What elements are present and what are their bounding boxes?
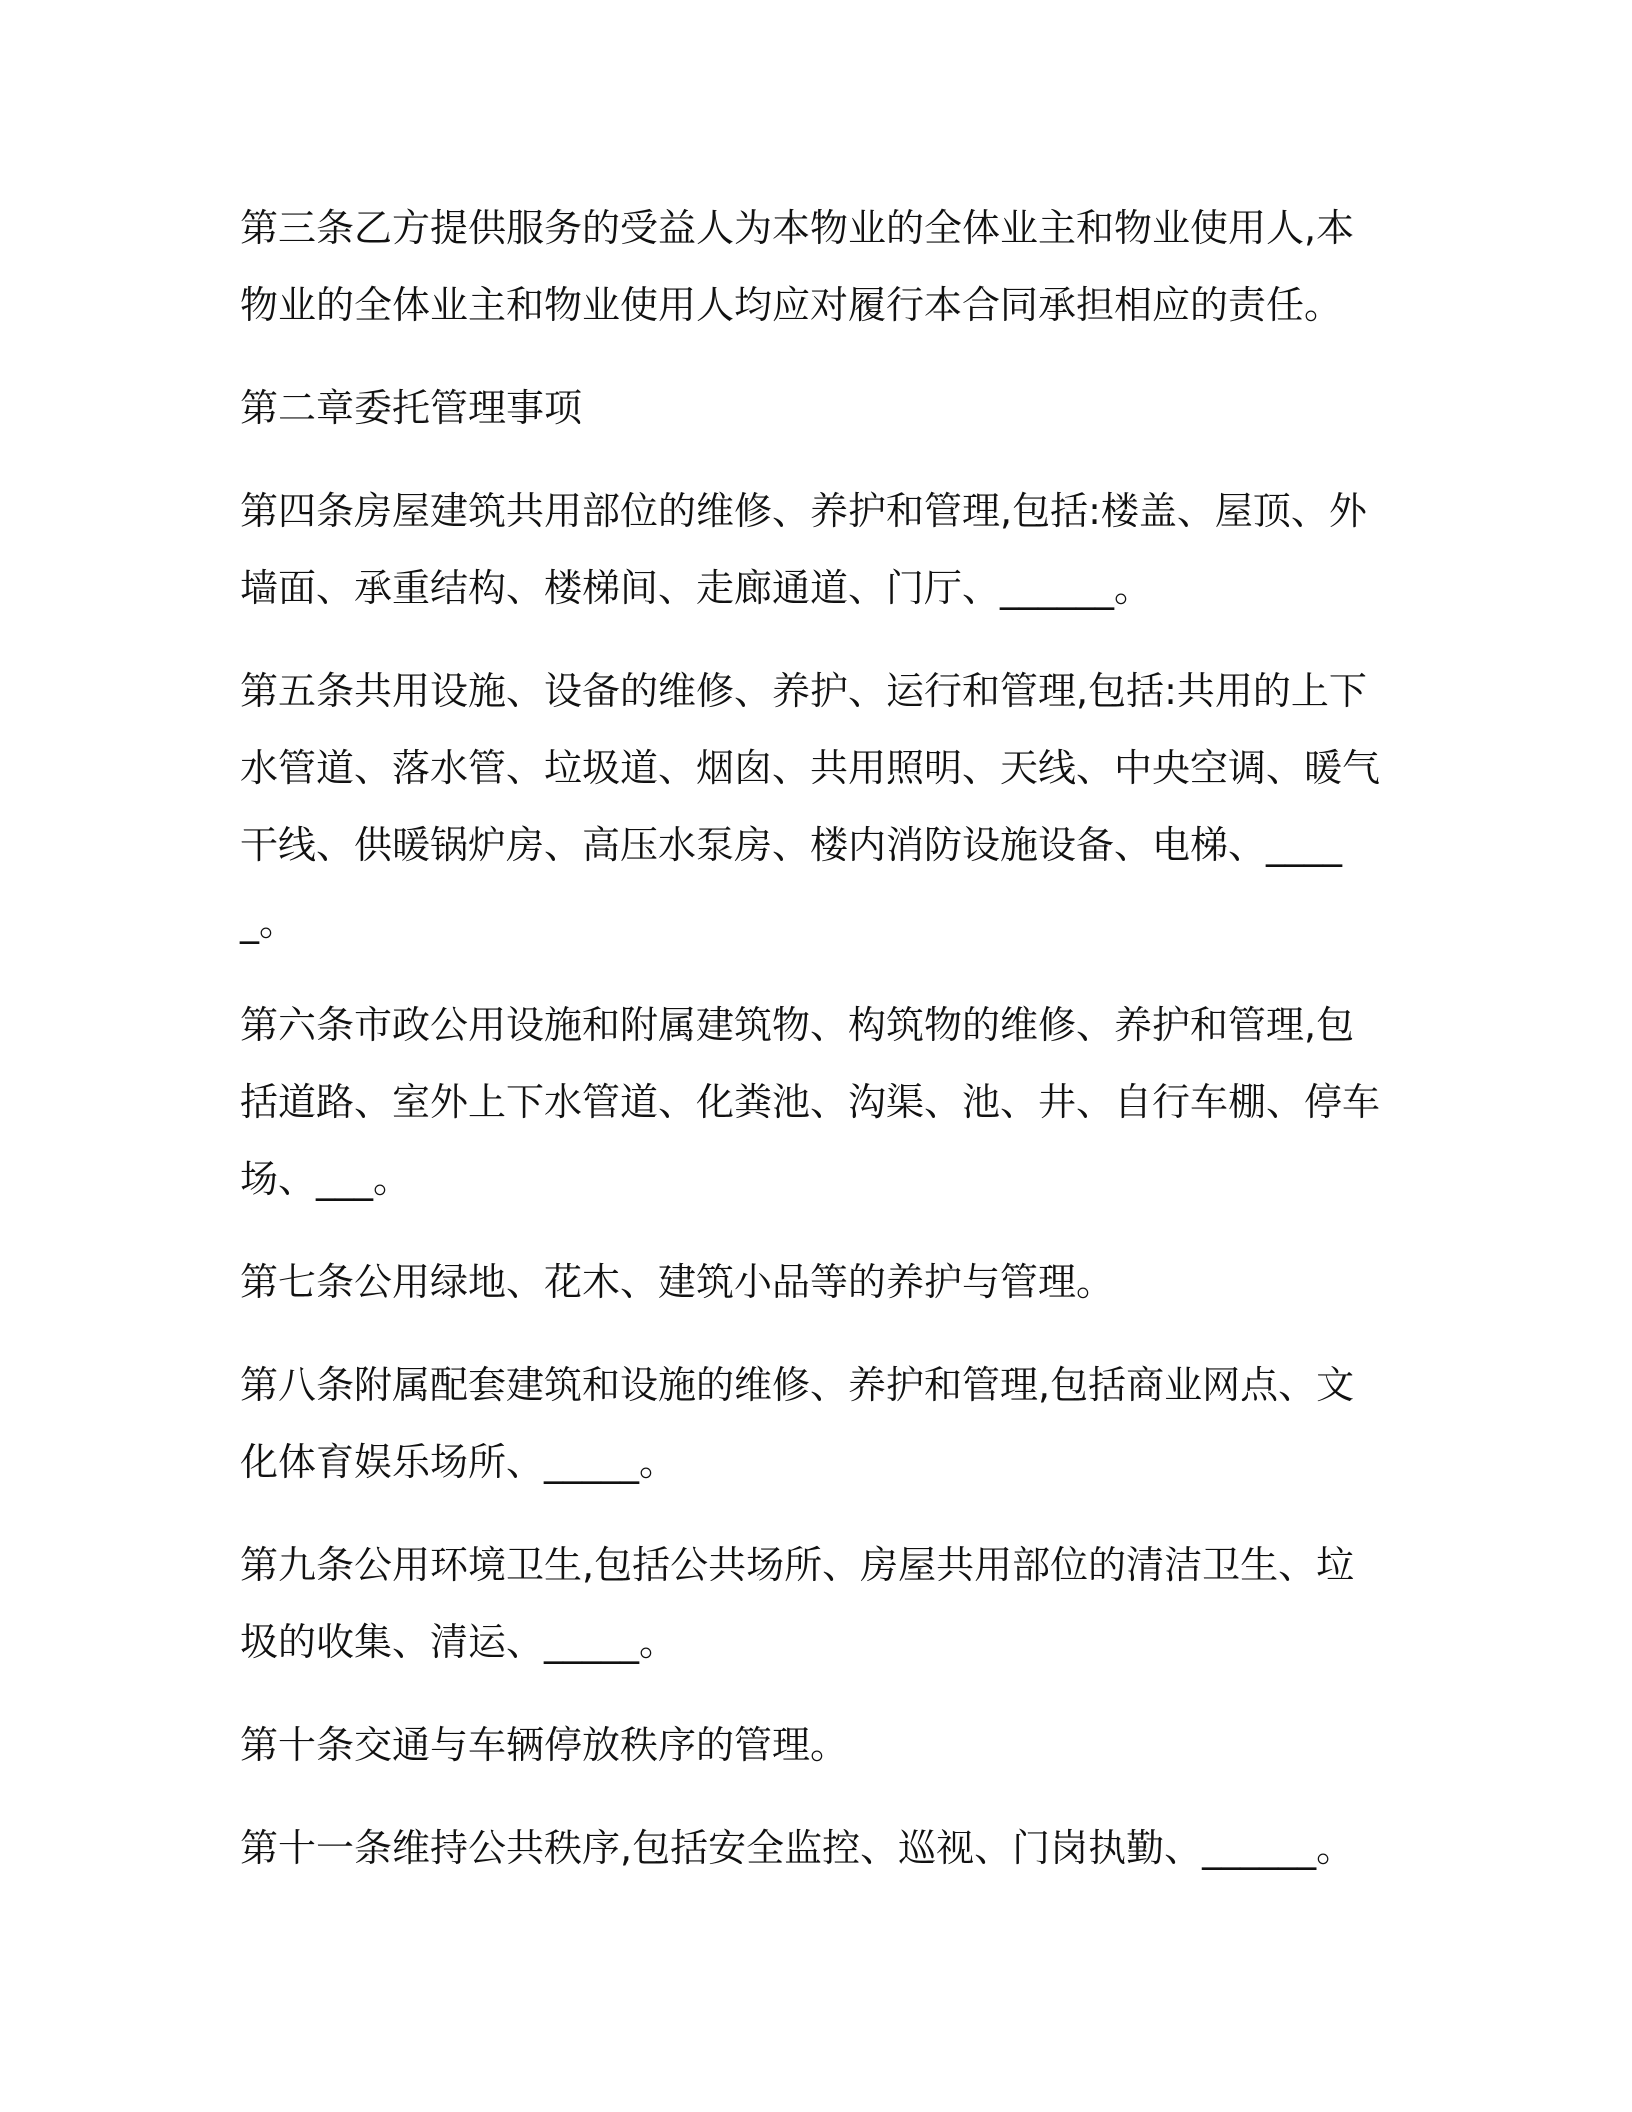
clause-9: 第九条公用环境卫生,包括公共场所、房屋共用部位的清洁卫生、垃圾的收集、清运、_____。 — [240, 1543, 1355, 1664]
clause-5: 第五条共用设施、设备的维修、养护、运行和管理,包括:共用的上下水管道、落水管、垃圾道、烟囱、共用照明、天线、中央空调、暖气干线、供暖锅炉房、高压水泵房、楼内消防设施设备、电梯、_____。 — [240, 669, 1381, 944]
clause-11: 第十一条维持公共秩序,包括安全监控、巡视、门岗执勤、______。 — [240, 1826, 1355, 1870]
clause-4: 第四条房屋建筑共用部位的维修、养护和管理,包括:楼盖、屋顶、外墙面、承重结构、楼梯间、走廊通道、门厅、______。 — [240, 489, 1367, 610]
clause-6: 第六条市政公用设施和附属建筑物、构筑物的维修、养护和管理,包括道路、室外上下水管道、化粪池、沟渠、池、井、自行车棚、停车场、___。 — [240, 1003, 1381, 1201]
clause-7: 第七条公用绿地、花木、建筑小品等的养护与管理。 — [240, 1260, 1115, 1304]
clause-8: 第八条附属配套建筑和设施的维修、养护和管理,包括商业网点、文化体育娱乐场所、_____。 — [240, 1363, 1355, 1484]
document-body — [240, 190, 1380, 1913]
clause-3: 第三条乙方提供服务的受益人为本物业的全体业主和物业使用人,本物业的全体业主和物业使用人均应对履行本合同承担相应的责任。 — [240, 206, 1355, 327]
clause-10: 第十条交通与车辆停放秩序的管理。 — [240, 1723, 849, 1767]
chapter-2-heading: 第二章委托管理事项 — [240, 386, 583, 430]
